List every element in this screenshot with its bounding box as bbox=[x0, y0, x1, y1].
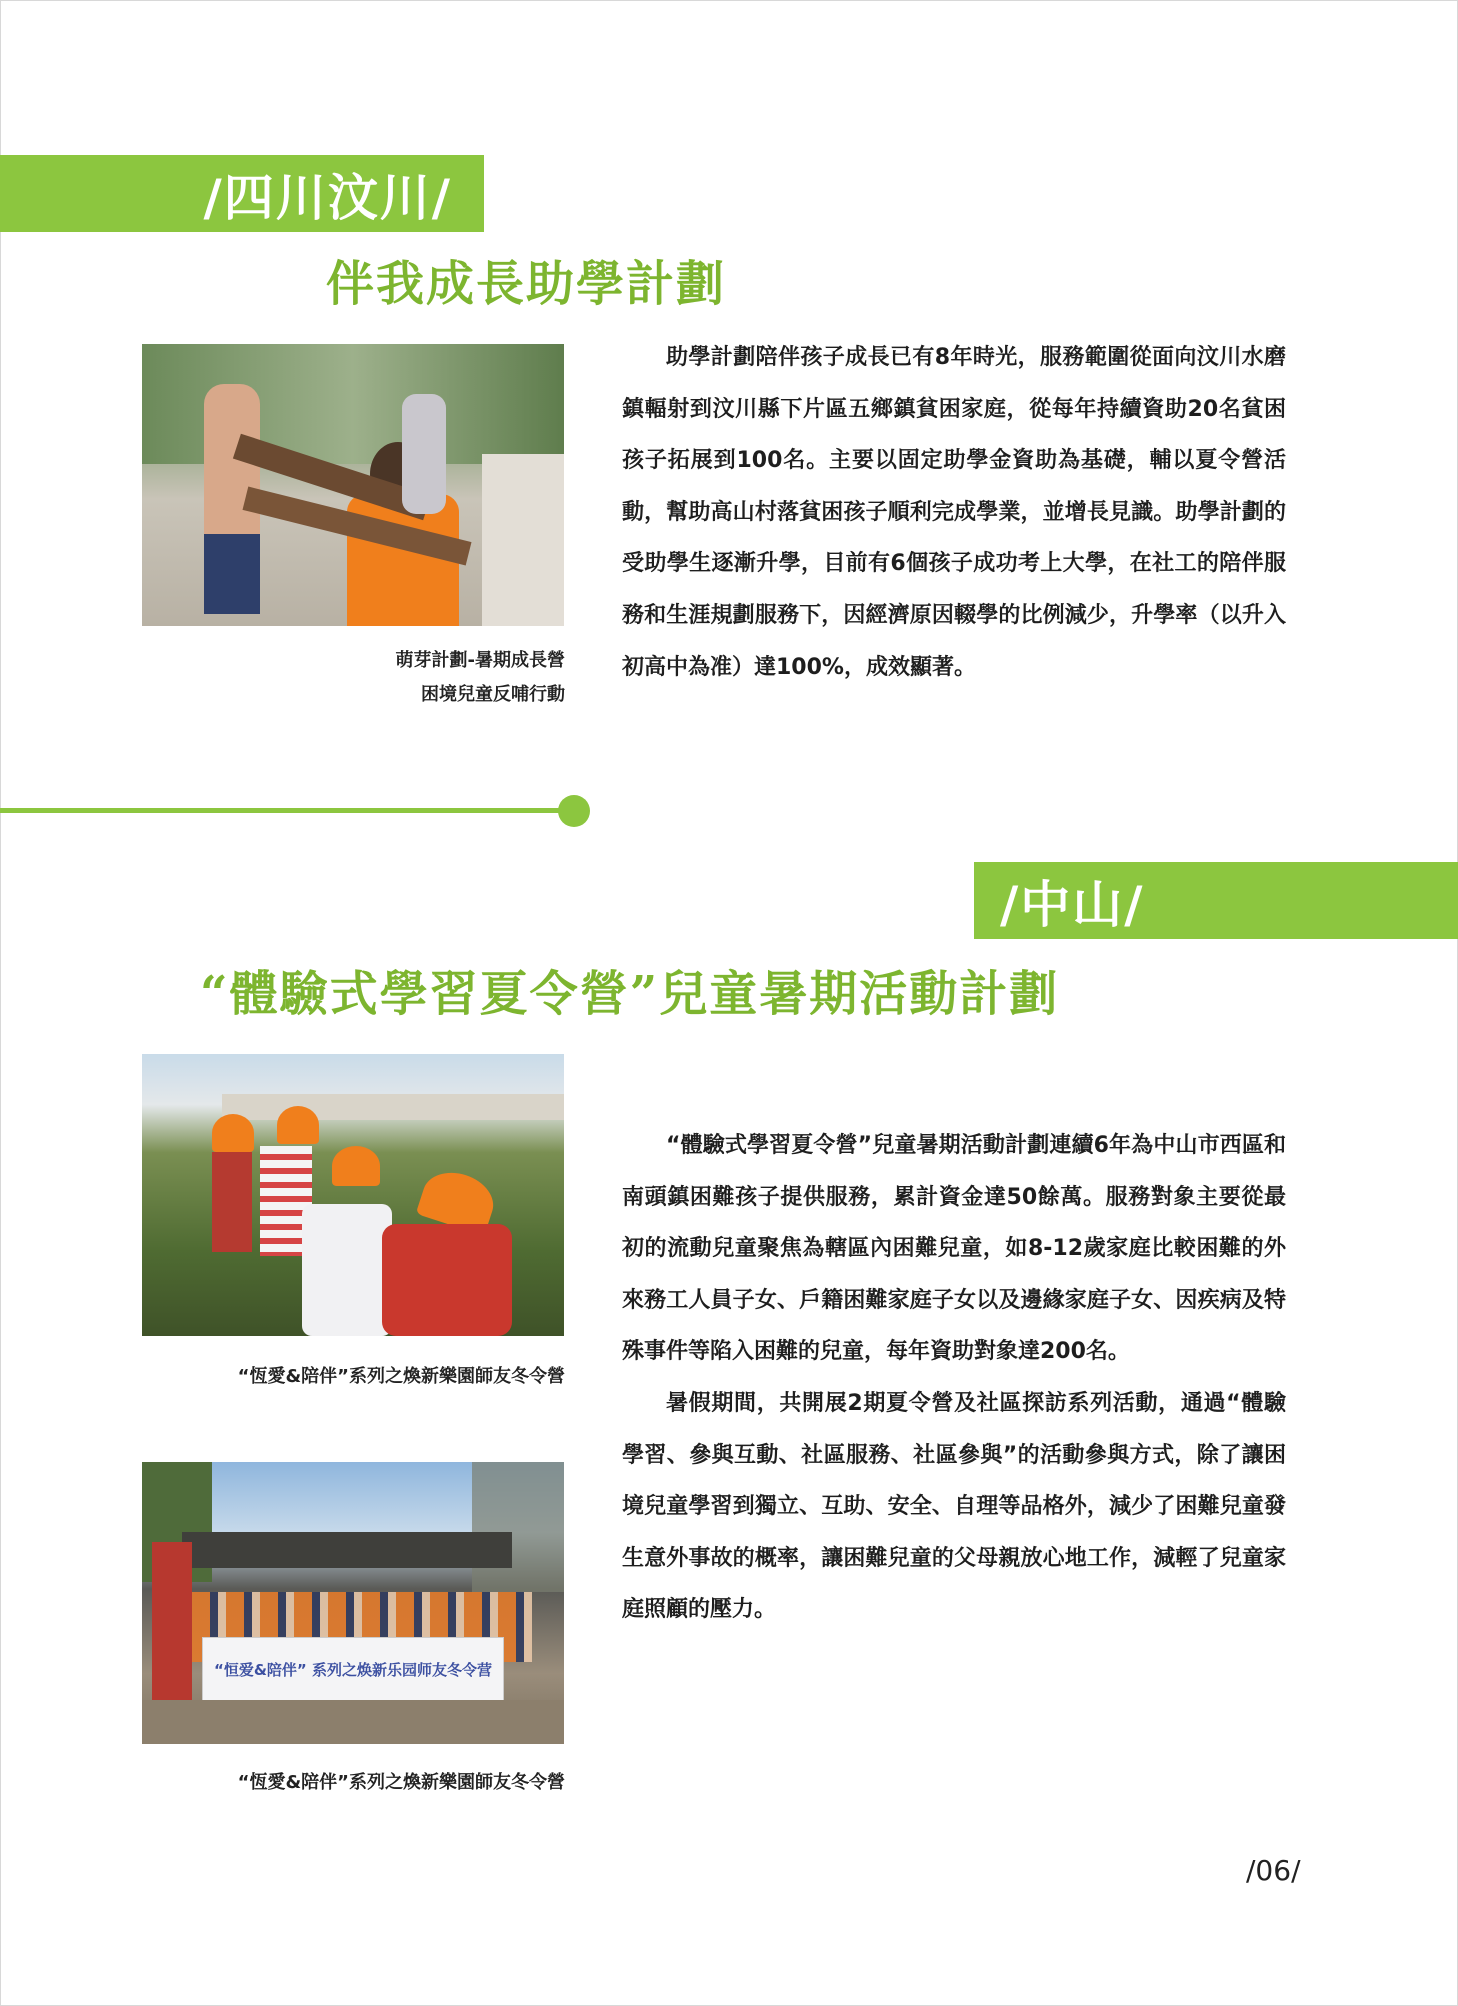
photo-caption-strawberry: “恆愛&陪伴”系列之煥新樂園師友冬令營 bbox=[237, 1366, 565, 1387]
photo-caption-wenchuan bbox=[396, 644, 565, 712]
section-divider bbox=[0, 808, 572, 813]
body-wenchuan bbox=[622, 332, 1286, 693]
photo-caption-line2: 困境兒童反哺行動 bbox=[421, 684, 565, 705]
photo-children-strawberry-field bbox=[142, 1054, 564, 1336]
paragraph-wenchuan: 助學計劃陪伴孩子成長已有8年時光，服務範圍從面向汶川水磨鎮輻射到汶川縣下片區五鄉鎮貧困家庭，從每年持續資助20名貧困孩子拓展到100名。主要以固定助學金資助為基礎，輔以夏令營活動，幫助高山村落貧困孩子順利完成學業，並增長見識。助學計劃的受助學生逐漸升學，目前有6個孩子成功考上大學，在社工的陪伴服務和生涯規劃服務下，因經濟原因輟學的比例減少，升學率（以升入初高中為准）達100%，成效顯著。 bbox=[622, 345, 1286, 680]
photo-child-carrying-wood bbox=[142, 344, 564, 626]
section-title-zhongshan: “體驗式學習夏令營”兒童暑期活動計劃 bbox=[200, 966, 1060, 1022]
photo-group-with-banner bbox=[142, 1462, 564, 1744]
section-banner-zhongshan: /中山/ bbox=[974, 862, 1458, 939]
section-title-wenchuan: 伴我成長助學計劃 bbox=[326, 256, 727, 312]
section-banner-wenchuan: /四川汶川/ bbox=[0, 155, 484, 232]
photo-caption-line1: 萌芽計劃-暑期成長營 bbox=[395, 650, 565, 671]
photo-group-banner-text: “恒爱&陪伴” 系列之焕新乐园师友冬令营 bbox=[202, 1637, 504, 1701]
body-zhongshan bbox=[622, 1120, 1286, 1636]
photo-caption-group: “恆愛&陪伴”系列之煥新樂園師友冬令營 bbox=[237, 1772, 565, 1793]
page-number: /06/ bbox=[1246, 1854, 1301, 1887]
paragraph-zhongshan-2: 暑假期間，共開展2期夏令營及社區探訪系列活動，通過“體驗學習、參與互動、社區服務、社區參與”的活動參與方式，除了讓困境兒童學習到獨立、互助、安全、自理等品格外，減少了困難兒童發生意外事故的概率，讓困難兒童的父母親放心地工作，減輕了兒童家庭照顧的壓力。 bbox=[622, 1390, 1286, 1623]
section-divider-dot bbox=[558, 795, 590, 827]
paragraph-zhongshan-1: “體驗式學習夏令營”兒童暑期活動計劃連續6年為中山市西區和南頭鎮困難孩子提供服務，累計資金達50餘萬。服務對象主要從最初的流動兒童聚焦為轄區內困難兒童，如8-12歲家庭比較困難的外來務工人員子女、戶籍困難家庭子女以及邊緣家庭子女、因疾病及特殊事件等陷入困難的兒童，每年資助對象達200名。 bbox=[622, 1133, 1286, 1365]
